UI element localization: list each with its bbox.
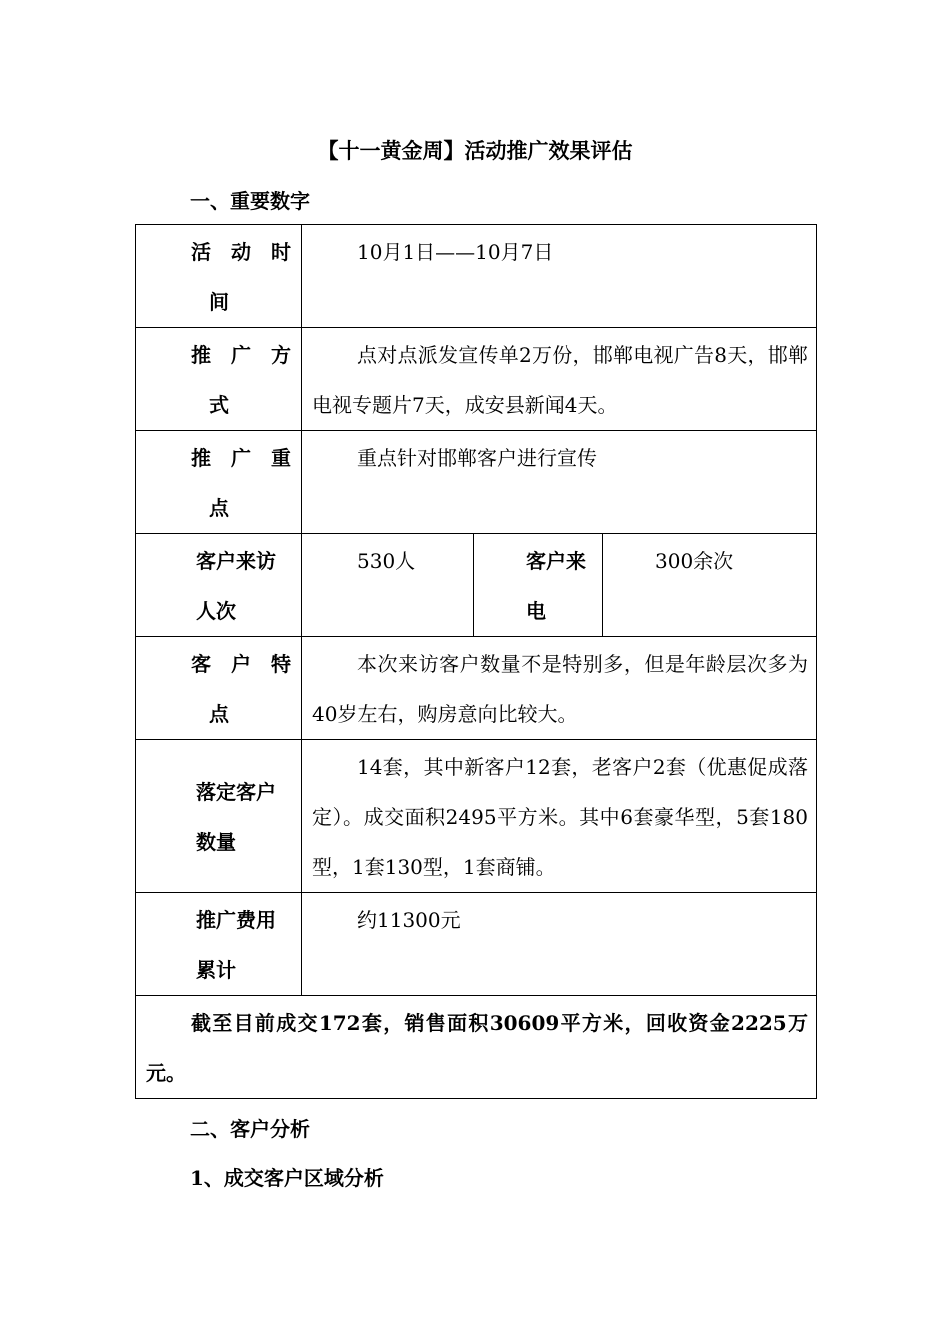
- table-row-promo-focus: [136, 431, 817, 534]
- table-row-visits: [136, 534, 817, 637]
- table-row-deals: [136, 740, 817, 893]
- label-line: 推 广 重: [191, 446, 291, 470]
- value-text: 重点针对邯郸客户进行宣传: [357, 446, 597, 470]
- label-line: 电: [526, 599, 546, 623]
- label-promo-method: [136, 328, 302, 431]
- label-line: 点: [209, 702, 229, 726]
- value-cost: [302, 893, 817, 996]
- label-line: 点: [209, 496, 229, 520]
- label-deals: [136, 740, 302, 893]
- label-line: 人次: [196, 599, 236, 623]
- label-line: 客户来访: [196, 549, 276, 573]
- label-line: 客户来: [526, 549, 586, 573]
- label-calls: [474, 534, 603, 637]
- section-heading-customer-analysis: 二、客户分析: [190, 1117, 310, 1141]
- label-line: 落定客户: [196, 780, 276, 804]
- value-visits: [302, 534, 474, 637]
- value-text: 300余次: [655, 549, 734, 573]
- table-row-customer-traits: [136, 637, 817, 740]
- label-line: 式: [209, 393, 229, 417]
- section-heading-key-figures: 一、重要数字: [190, 189, 310, 213]
- value-text: 10月1日——10月7日: [357, 240, 554, 264]
- table-row-cost: [136, 893, 817, 996]
- label-cost: [136, 893, 302, 996]
- value-calls: [603, 534, 817, 637]
- value-promo-focus: [302, 431, 817, 534]
- label-line: 累计: [196, 958, 236, 982]
- summary-text: 截至目前成交172套，销售面积30609平方米，回收资金2225万元。: [146, 1011, 809, 1085]
- label-promo-focus: [136, 431, 302, 534]
- table-row-summary: [136, 996, 817, 1099]
- label-line: 推 广 方: [191, 343, 291, 367]
- label-visits: [136, 534, 302, 637]
- label-customer-traits: [136, 637, 302, 740]
- document-title: 【十一黄金周】活动推广效果评估: [317, 138, 633, 163]
- value-text: 点对点派发宣传单2万份，邯郸电视广告8天，邯郸电视专题片7天，成安县新闻4天。: [312, 343, 809, 417]
- value-text: 14套，其中新客户12套，老客户2套（优惠促成落定）。成交面积2495平方米。其中6套豪华型，5套180型，1套130型，1套商铺。: [312, 755, 809, 879]
- key-figures-table: [135, 224, 817, 1099]
- value-text: 530人: [357, 549, 416, 573]
- value-deals: [302, 740, 817, 893]
- summary-cell: [136, 996, 817, 1099]
- label-line: 客 户 特: [191, 652, 291, 676]
- label-line: 推广费用: [196, 908, 276, 932]
- table-row-activity-time: [136, 225, 817, 328]
- value-customer-traits: [302, 637, 817, 740]
- label-activity-time: [136, 225, 302, 328]
- value-text: 本次来访客户数量不是特别多，但是年龄层次多为40岁左右，购房意向比较大。: [312, 652, 809, 726]
- label-line: 数量: [196, 830, 236, 854]
- label-line: 活 动 时: [191, 240, 291, 264]
- value-promo-method: [302, 328, 817, 431]
- table-row-promo-method: [136, 328, 817, 431]
- value-text: 约11300元: [357, 908, 461, 932]
- value-activity-time: [302, 225, 817, 328]
- label-line: 间: [209, 290, 229, 314]
- subsection-heading-region-analysis: 1、成交客户区域分析: [190, 1166, 384, 1190]
